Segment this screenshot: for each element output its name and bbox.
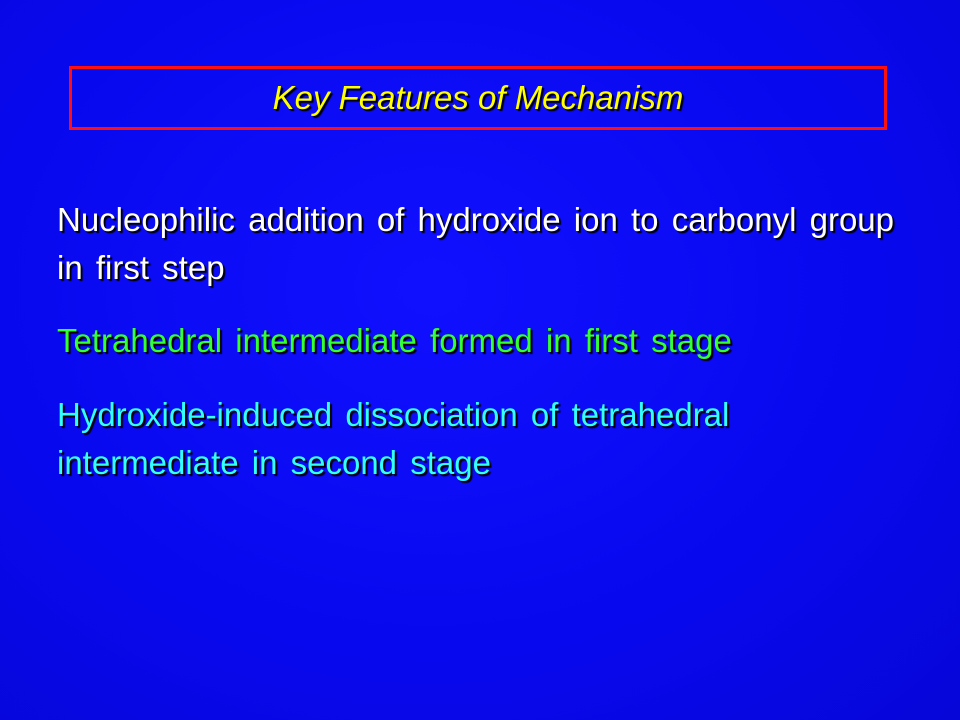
point-tetrahedral-intermediate: Tetrahedral intermediate formed in first stage (57, 322, 732, 359)
point-nucleophilic-addition: Nucleophilic addition of hydroxide ion to carbonyl group in first step (57, 201, 894, 286)
point-hydroxide-dissociation: Hydroxide-induced dissociation of tetrahedral intermediate in second stage (57, 396, 730, 481)
title-box (69, 66, 887, 130)
slide-title: Key Features of Mechanism (272, 79, 684, 116)
